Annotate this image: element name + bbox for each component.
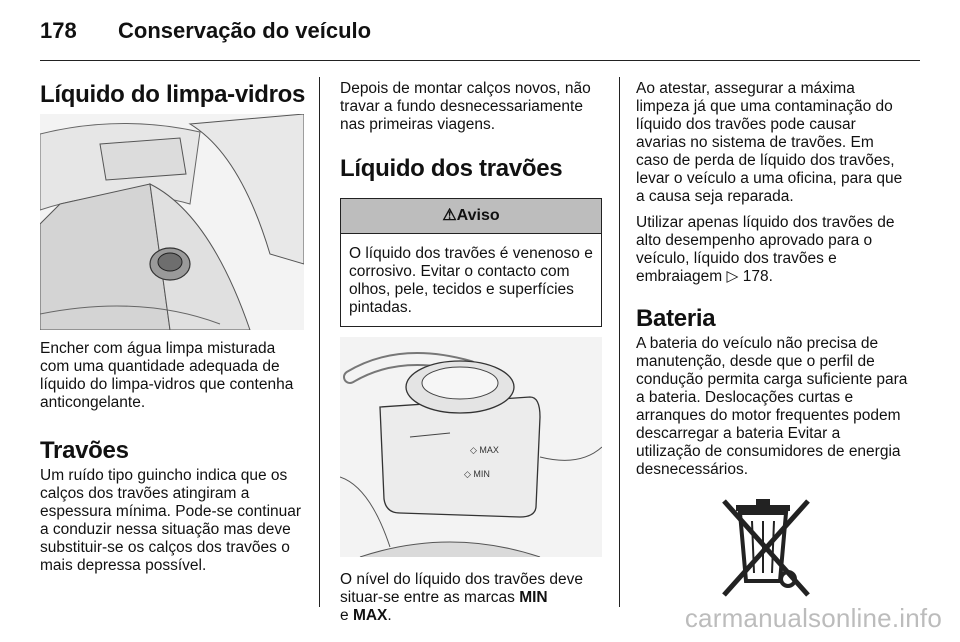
brakes-heading: Travões — [40, 437, 129, 464]
column-divider-1 — [319, 77, 320, 607]
column-2 — [340, 80, 602, 625]
column-divider-2 — [619, 77, 620, 607]
brake-fluid-heading: Líquido dos travões — [340, 155, 563, 182]
brake-fluid-reservoir-illustration — [340, 337, 602, 557]
warning-text: O líquido dos travões é venenoso e corrosivo. Evitar o contacto com olhos, pele, tecidos e superfícies pintadas. — [349, 245, 593, 316]
approved-fluid-text: Utilizar apenas líquido dos travões de alto desempenho aprovado para o veículo, líquido dos travões e embraiagem ▷ 178. — [636, 214, 895, 285]
warning-header — [341, 199, 601, 234]
brakes-text: Um ruído tipo guincho indica que os calços dos travões atingiram a espessura mínima. Pode-se continuar a conduzir nessa situação mas deve substituir-se os calços dos travões o mais depressa possível. — [40, 467, 302, 574]
column-1 — [40, 80, 306, 575]
battery-text: A bateria do veículo não precisa de manutenção, desde que o perfil de condução permita carga suficiente para a bateria. Deslocações curtas e arranques do motor frequentes podem descarregar a bateria Evitar a utilização de consumidores de energia desnecessários. — [636, 335, 908, 478]
page-ref-icon: ▷ — [726, 268, 743, 285]
warning-box — [340, 198, 602, 327]
crossed-bin-recycling-icon — [716, 497, 826, 601]
chapter-title: Conservação do veículo — [118, 18, 372, 43]
page-reference: 178. — [742, 268, 773, 285]
washer-reservoir-illustration — [40, 114, 304, 330]
warning-icon: ⚠ — [442, 207, 457, 224]
min-mark: MIN — [519, 589, 548, 606]
header-rule — [40, 60, 920, 61]
washer-fluid-heading: Líquido do limpa-vidros — [40, 81, 306, 108]
column-3 — [636, 80, 908, 601]
svg-text:◇ MIN: ◇ MIN — [464, 469, 490, 479]
battery-heading: Bateria — [636, 305, 716, 332]
page-number: 178 — [40, 18, 77, 43]
max-mark: MAX — [352, 607, 388, 624]
washer-fluid-text: Encher com água limpa misturada com uma quantidade adequada de líquido do limpa-vidros que contenha anticongelante. — [40, 340, 294, 411]
brake-fluid-level-text: O nível do líquido dos travões deve situar-se entre as marcas MIN e MAX. — [340, 571, 583, 624]
watermark-text: carmanualsonline.info — [684, 603, 942, 633]
svg-text:◇ MAX: ◇ MAX — [470, 445, 499, 455]
warning-title: Aviso — [456, 207, 500, 224]
fill-cleanliness-text: Ao atestar, assegurar a máxima limpeza já que uma contaminação do líquido dos travões pode causar avarias no sistema de travões. Em caso de perda de líquido dos travões, levar o veículo a uma oficina, para que a causa seja reparada. — [636, 80, 903, 205]
new-pads-text: Depois de montar calços novos, não travar a fundo desnecessariamente nas primeiras viagens. — [340, 80, 591, 133]
